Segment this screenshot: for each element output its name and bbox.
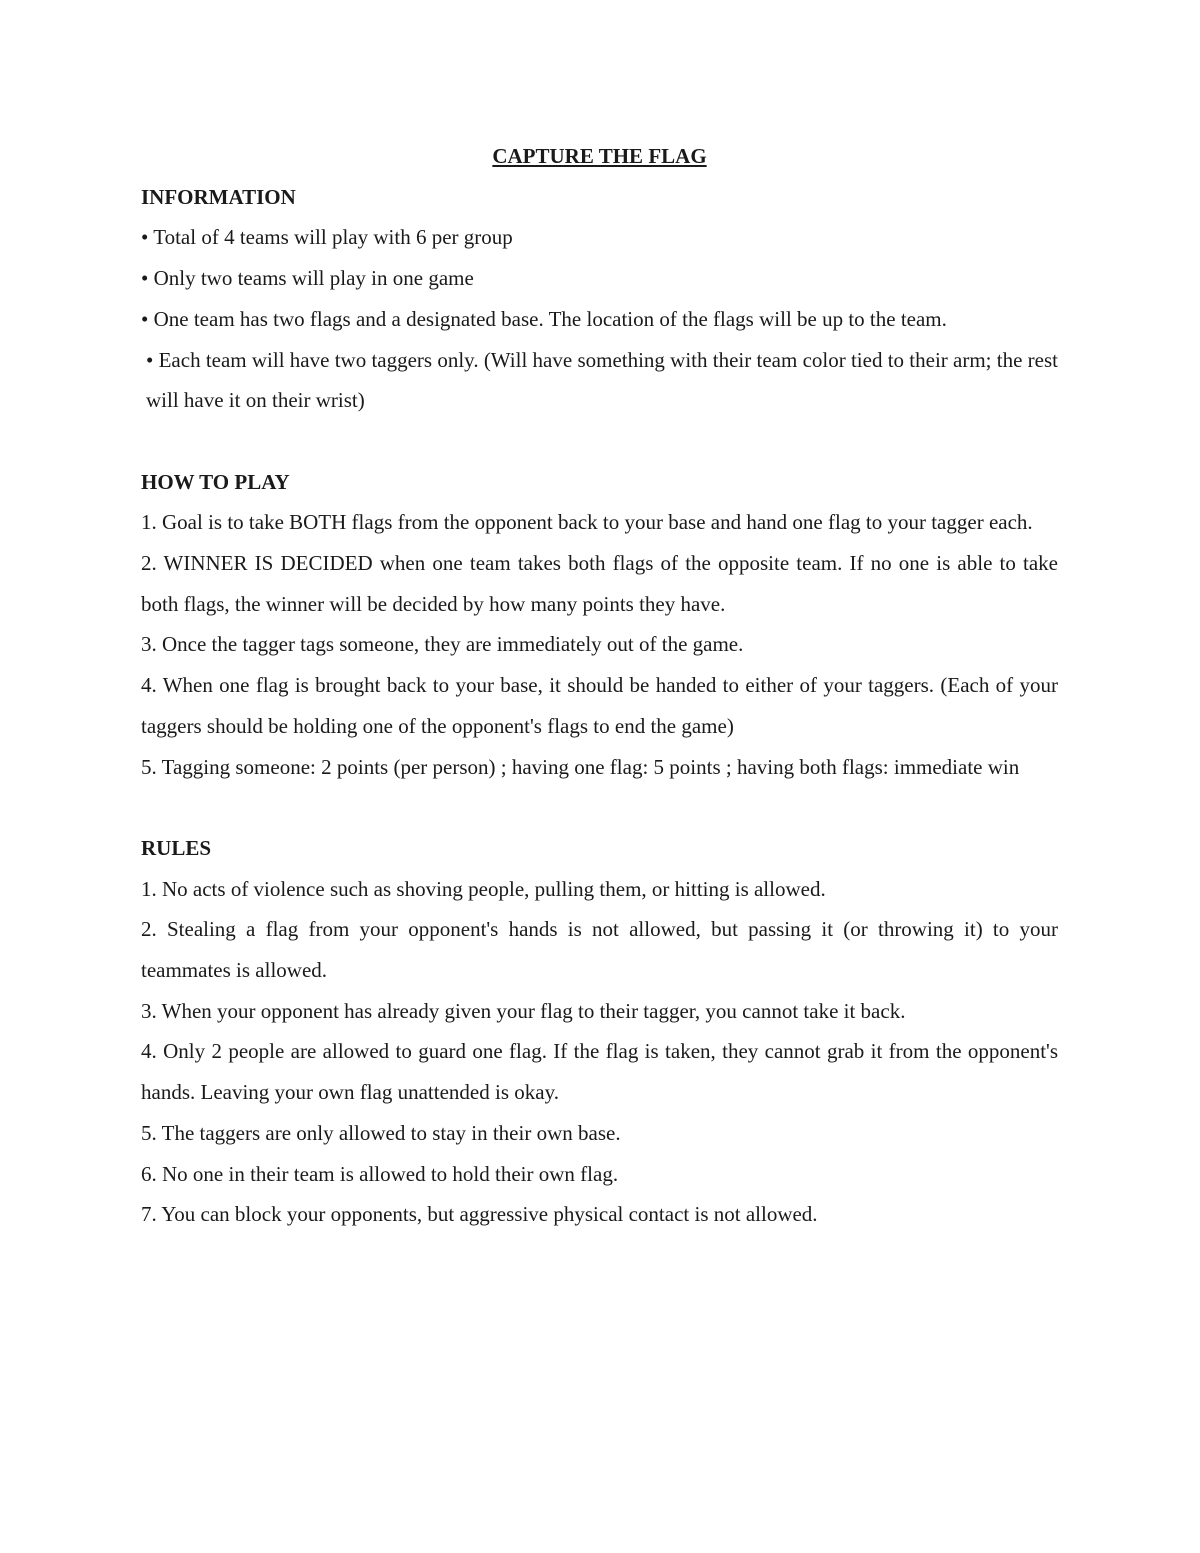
section-spacer [141, 421, 1058, 462]
rules-heading: RULES [141, 835, 212, 860]
information-bullet: • Each team will have two taggers only. (Will have something with their team color tied to their arm; the rest will have it on their wrist) [146, 347, 1058, 413]
information-bullet: • Only two teams will play in one game [141, 266, 474, 291]
section-spacer [141, 787, 1058, 828]
rule-item: 4. Only 2 people are allowed to guard one flag. If the flag is taken, they cannot grab it from the opponent's hands. Leaving your own flag unattended is okay. [141, 1039, 1058, 1105]
how-to-play-item: 2. WINNER IS DECIDED when one team takes both flags of the opposite team. If no one is able to take both flags, the winner will be decided by how many points they have. [141, 551, 1058, 616]
rule-item: 5. The taggers are only allowed to stay in their own base. [141, 1120, 621, 1145]
rule-item: 1. No acts of violence such as shoving people, pulling them, or hitting is allowed. [141, 876, 826, 901]
how-to-play-item: 3. Once the tagger tags someone, they are immediately out of the game. [141, 632, 744, 657]
document-title: CAPTURE THE FLAG [492, 144, 707, 168]
how-to-play-item: 1. Goal is to take BOTH flags from the opponent back to your base and hand one flag to your tagger each. [141, 510, 1033, 535]
rule-item: 3. When your opponent has already given your flag to their tagger, you cannot take it back. [141, 998, 906, 1023]
rule-item: 2. Stealing a flag from your opponent's hands is not allowed, but passing it (or throwing it) to your teammates is allowed. [141, 917, 1058, 983]
how-to-play-list [141, 502, 1058, 787]
information-bullet: • Total of 4 teams will play with 6 per group [141, 225, 513, 250]
rule-item: 6. No one in their team is allowed to hold their own flag. [141, 1161, 619, 1186]
information-list [141, 217, 1058, 421]
rule-item: 7. You can block your opponents, but aggressive physical contact is not allowed. [141, 1202, 818, 1227]
rules-list [141, 869, 1058, 1235]
document-body [141, 136, 1058, 1235]
how-to-play-item: 5. Tagging someone: 2 points (per person) ; having one flag: 5 points ; having both flags: immediate win [141, 754, 1020, 779]
information-heading: INFORMATION [141, 184, 296, 209]
how-to-play-heading: HOW TO PLAY [141, 469, 290, 494]
information-bullet: • One team has two flags and a designated base. The location of the flags will be up to the team. [141, 306, 947, 331]
how-to-play-item: 4. When one flag is brought back to your base, it should be handed to either of your taggers. (Each of your taggers should be holding one of the opponent's flags to end the game) [141, 673, 1058, 738]
